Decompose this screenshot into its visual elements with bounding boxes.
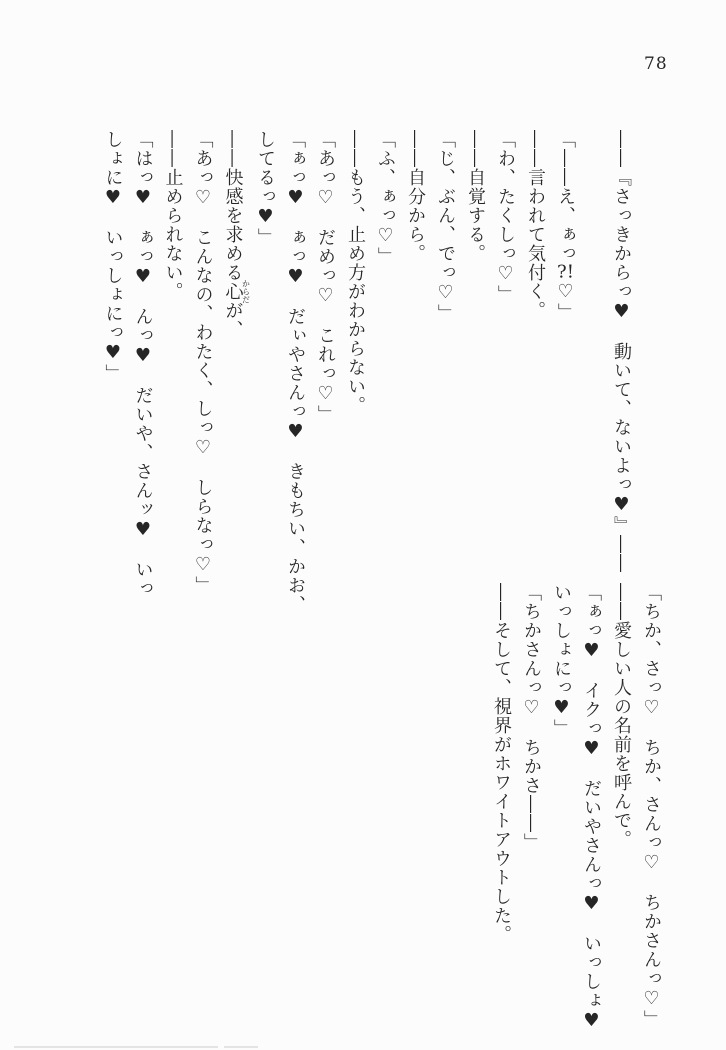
text-block-bottom (486, 583, 666, 1032)
text-line: 「じ、ぶん、でっ♡」 (435, 130, 456, 323)
text-line: ――自覚する。 (465, 130, 486, 263)
text-line: 「ぁっ♥ ぁっ♥ だぃやさんっ♥ きもちい、かお、 (285, 130, 306, 614)
text-block-top (98, 130, 637, 614)
text-line: いっしょにっ♥」 (551, 583, 572, 738)
text-line: ――愛しい人の名前を呼んで。 (611, 583, 632, 849)
text-line: 「ふ、ぁっ♡」 (375, 130, 396, 266)
text-line: 「あっ♡ だめっ♡ これっ♡」 (315, 130, 336, 424)
text-line: 「わ、たくしっ♡」 (495, 130, 516, 304)
text-line: 「はっ♥ ぁっ♥ んっ♥ だいや、さんッ♥ いっ (132, 130, 154, 598)
text-line: ――快感を求める心からだが、 (222, 130, 251, 339)
text-line: ――自分から。 (405, 130, 426, 263)
text-line: しょに♥ いっしょにっ♥」 (102, 130, 124, 383)
scan-artifact-line (14, 1046, 218, 1048)
text-line: ――『さっきからっ♥ 動いて、ないよっ♥』―― (611, 130, 632, 573)
text-line: ――止められない。 (162, 130, 184, 301)
text-line: 「――え、ぁっ?!♡」 (555, 130, 576, 322)
text-line: ――言われて気付く。 (525, 130, 546, 320)
text-line: 「ちか、さっ♡ ちか、さんっ♡ ちかさんっ♡」 (641, 583, 662, 1029)
page-number: 78 (644, 54, 668, 74)
text-line: ――もう、止め方がわからない。 (345, 130, 366, 415)
text-line: 「あっ♡ こんなの、わたく、しっ♡ しらなっ♡」 (192, 130, 214, 595)
text-line: してるっ♥」 (255, 130, 276, 247)
scan-artifact-line (224, 1046, 258, 1048)
text-line: 「ぁっ♥ イクっ♥ だいやさんっ♥ いっしょ♥ (581, 583, 602, 1032)
text-line: ――そして、視界がホワイトアウトした。 (491, 583, 512, 944)
text-line: 「ちかさんっ♡ ちかさ――」 (521, 583, 542, 852)
